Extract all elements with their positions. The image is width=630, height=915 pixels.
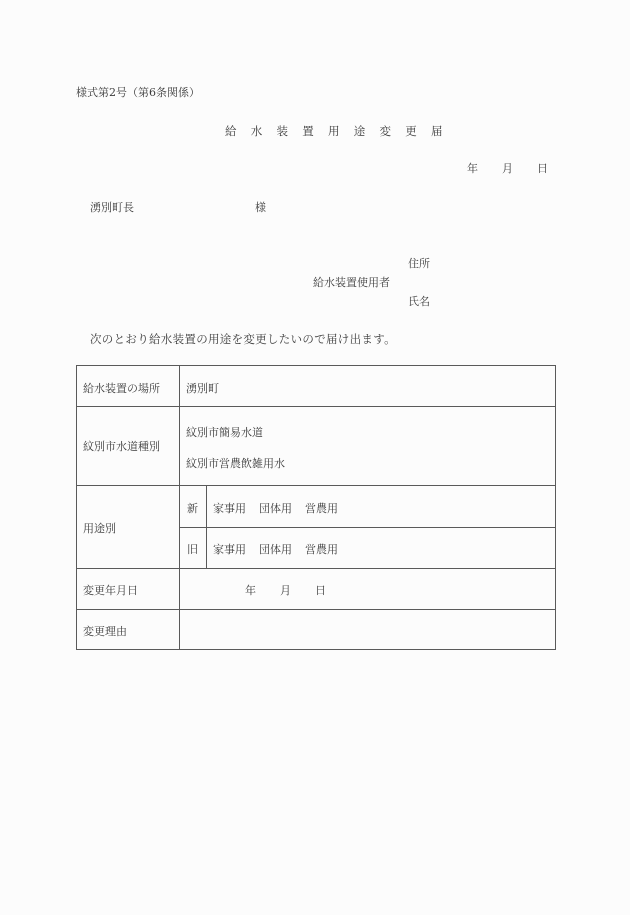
row-divider [77, 568, 555, 569]
change-date-month: 月 [280, 584, 291, 597]
date-day-label: 日 [537, 162, 548, 175]
applicant-address-label: 住所 [408, 257, 430, 270]
change-date-day: 日 [315, 584, 326, 597]
location-label: 給水装置の場所 [83, 382, 160, 395]
addressee-name: 湧別町長 [90, 201, 134, 214]
application-table [76, 365, 556, 650]
usage-new-agricultural[interactable]: 営農用 [305, 502, 338, 515]
usage-old-group[interactable]: 団体用 [259, 543, 292, 556]
date-year-label: 年 [467, 162, 478, 175]
document-title: 給 水 装 置 用 途 変 更 届 [225, 124, 448, 138]
usage-marker-divider [206, 485, 207, 568]
usage-old-agricultural[interactable]: 営農用 [305, 543, 338, 556]
water-type-label: 紋別市水道種別 [83, 440, 160, 453]
usage-old-household[interactable]: 家事用 [213, 543, 246, 556]
usage-label: 用途別 [83, 522, 116, 535]
form-number: 様式第2号（第6条関係） [76, 86, 200, 99]
usage-subrow-divider [180, 527, 555, 528]
usage-new-options [213, 500, 351, 516]
usage-old-marker: 旧 [187, 543, 198, 556]
applicant-name-label: 氏名 [408, 295, 430, 308]
location-value[interactable]: 湧別町 [186, 382, 219, 395]
change-date-year: 年 [245, 584, 256, 597]
water-type-option-agricultural[interactable]: 紋別市営農飲雑用水 [186, 457, 285, 470]
statement-text: 次のとおり給水装置の用途を変更したいので届け出ます。 [90, 332, 396, 346]
usage-new-household[interactable]: 家事用 [213, 502, 246, 515]
usage-new-group[interactable]: 団体用 [259, 502, 292, 515]
row-divider [77, 609, 555, 610]
submission-date [467, 160, 548, 176]
usage-old-options [213, 541, 351, 557]
change-reason-label: 変更理由 [83, 625, 127, 638]
addressee-honorific: 様 [255, 201, 266, 214]
row-divider [77, 485, 555, 486]
change-date-label: 変更年月日 [83, 584, 138, 597]
water-type-option-simple[interactable]: 紋別市簡易水道 [186, 426, 263, 439]
change-date-value[interactable] [245, 582, 326, 598]
date-month-label: 月 [502, 162, 513, 175]
change-reason-field[interactable] [186, 623, 546, 637]
column-divider [179, 366, 180, 649]
row-divider [77, 406, 555, 407]
usage-new-marker: 新 [187, 502, 198, 515]
applicant-role-label: 給水装置使用者 [313, 276, 390, 289]
